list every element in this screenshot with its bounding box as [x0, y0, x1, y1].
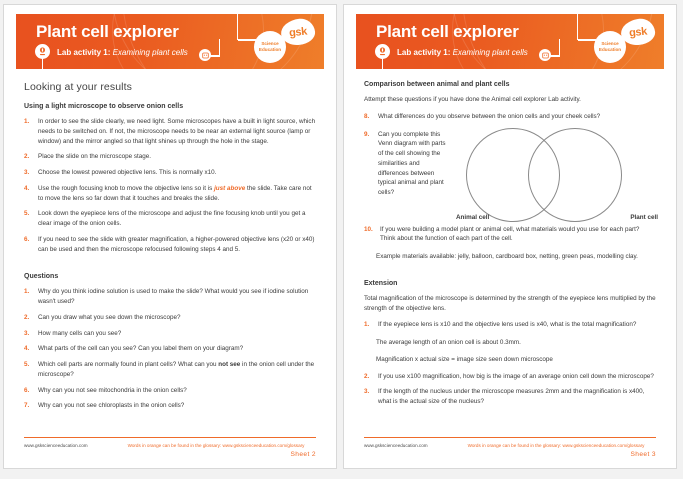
footer-website-link[interactable]: www.gskscienceeducation.com [24, 443, 88, 448]
extension-questions-list [364, 320, 656, 330]
list-item [24, 360, 316, 380]
list-item [364, 387, 656, 407]
venn-label-animal-cell: Animal cell [456, 213, 490, 221]
list-item [24, 386, 316, 396]
lab-activity-subtitle [57, 49, 188, 57]
list-number: 5. [24, 361, 30, 368]
list-text: Why do you think iodine solution is used to make the slide? What would you see if iodine solution wasn't used? [38, 288, 309, 305]
list-item [364, 112, 656, 122]
list-item [24, 184, 316, 204]
right-page-content [344, 81, 676, 407]
list-number: 6. [24, 235, 30, 243]
lab-activity-title: Examining plant cells [112, 48, 188, 57]
list-item [24, 287, 316, 307]
questions-list [24, 287, 316, 411]
network-line-decor [238, 39, 256, 41]
extension-intro-text: Total magnification of the microscope is determined by the strength of the eyepiece lens multiplied by the strength of the objective lens. [364, 294, 656, 312]
list-number: 2. [24, 313, 30, 321]
emphasis-text: not see [218, 361, 241, 368]
list-text: Use the rough focusing knob to move the objective lens so it is [38, 184, 215, 192]
list-item [364, 320, 656, 330]
microscope-steps-list [24, 117, 316, 254]
section-heading-results: Looking at your results [24, 81, 132, 93]
footer-website-link[interactable]: www.gskscienceeducation.com [364, 443, 428, 448]
science-education-badge: Science Education [594, 31, 626, 63]
venn-diagram-block [364, 130, 656, 223]
list-text: If you need to see the slide with greater magnification, a higher-powered objective lens (x20 or x40) can be used and then the microscope refocused following steps 4 and 5. [38, 235, 315, 253]
footer-glossary-note[interactable]: Words in orange can be found in the glossary: www.gskscienceeducation.com/glossary [467, 443, 645, 448]
list-text: If the eyepiece lens is x10 and the objective lens used is x40, what is the total magnification? [378, 321, 637, 329]
list-item [24, 313, 316, 323]
comparison-questions-list [364, 112, 656, 122]
list-item [24, 344, 316, 354]
list-item [364, 225, 656, 245]
list-text: Look down the eyepiece lens of the microscope and adjust the fine focusing knob until you get a clear image of the onion cells. [38, 210, 306, 227]
venn-label-plant-cell: Plant cell [630, 213, 658, 221]
list-text: Can you complete this Venn diagram with parts of the cell showing the similarities and differences between typical animal and plant cells? [378, 130, 446, 196]
venn-diagram [450, 128, 660, 223]
list-text: Place the slide on the microscope stage. [38, 153, 152, 161]
beaker-icon [539, 49, 551, 61]
list-number: 1. [24, 118, 30, 125]
footer-divider [364, 437, 656, 438]
venn-question-text [364, 130, 450, 198]
list-text: Why can you not see mitochondria in the onion cells? [38, 386, 187, 394]
page-footer [364, 437, 656, 458]
gsk-logo [621, 19, 655, 45]
network-line-decor [219, 39, 221, 56]
subsection-heading-microscope: Using a light microscope to observe onion cells [24, 103, 184, 110]
list-text-cont: the slide. Take care not to move the lens so far down that it touches and breaks the slide. [38, 184, 312, 202]
list-text-cont: in the onion cell under the microscope? [38, 361, 315, 378]
list-item [24, 329, 316, 339]
gsk-logo-text: gsk [288, 25, 308, 40]
network-line-decor [578, 39, 596, 41]
list-number: 8. [364, 112, 370, 120]
sheet-number: Sheet 2 [290, 451, 316, 458]
beaker-icon [199, 49, 211, 61]
list-item [24, 117, 316, 146]
page-title: Plant cell explorer [376, 22, 519, 41]
lab-activity-subtitle [397, 49, 528, 57]
list-item [24, 401, 316, 411]
left-page-content [4, 81, 336, 411]
list-number: 2. [364, 372, 370, 380]
list-number: 7. [24, 402, 30, 410]
extension-questions-list-cont [364, 372, 656, 407]
page-header-banner [356, 14, 664, 69]
extension-heading: Extension [364, 279, 398, 287]
page-sheet-3 [343, 4, 677, 469]
list-number: 4. [24, 345, 30, 353]
list-number: 2. [24, 153, 30, 161]
questions-heading: Questions [24, 273, 59, 281]
page-title: Plant cell explorer [36, 22, 179, 41]
sheet-number: Sheet 3 [630, 451, 656, 458]
network-line-decor [559, 39, 561, 56]
microscope-icon [35, 44, 50, 59]
lab-activity-label: Lab activity 1: [397, 48, 451, 57]
venn-circle-plant [528, 128, 622, 222]
list-number: 5. [24, 210, 30, 218]
list-item [24, 168, 316, 178]
page-footer [24, 437, 316, 458]
list-number: 10. [364, 225, 373, 233]
list-number: 4. [24, 184, 30, 192]
list-text: What parts of the cell can you see? Can you label them on your diagram? [38, 345, 244, 353]
subsection-heading-comparison: Comparison between animal and plant cells [364, 81, 510, 88]
onion-cell-fact: The average length of an onion cell is about 0.3mm. [376, 339, 521, 346]
list-text: If the length of the nucleus under the microscope measures 2mm and the magnification is x400, what is the actual size of the nucleus? [378, 388, 645, 405]
list-item [24, 209, 316, 229]
list-number: 6. [24, 386, 30, 394]
lab-activity-title: Examining plant cells [452, 48, 528, 57]
list-text: If you were building a model plant or animal cell, what materials would you use for each part? Think about the function of each part of the cell. [380, 225, 640, 243]
list-text: Choose the lowest powered objective lens. This is normally x10. [38, 169, 217, 176]
model-cell-question-list [364, 225, 656, 245]
science-education-badge: Science Education [254, 31, 286, 63]
list-number: 3. [24, 169, 30, 176]
gsk-logo-text: gsk [628, 25, 648, 40]
list-number: 3. [24, 329, 30, 337]
example-materials-text: Example materials available: jelly, balloon, cardboard box, netting, green peas, modelling clay. [376, 253, 638, 260]
list-text: In order to see the slide clearly, we need light. Some microscopes have a built in light source, which needs to be switched on. If not, the microscope needs to be near an external light source (lamp or window) and the mirror angled so that light shines up through the hole in the stage. [38, 118, 316, 145]
network-line-decor [237, 14, 239, 40]
page-header-banner [16, 14, 324, 69]
list-number: 1. [24, 288, 30, 296]
list-text: What differences do you observe between the onion cells and your cheek cells? [378, 112, 601, 120]
list-item [24, 235, 316, 255]
footer-glossary-note[interactable]: Words in orange can be found in the glossary: www.gskscienceeducation.com/glossary [127, 443, 305, 448]
network-line-decor [577, 14, 579, 40]
lab-activity-label: Lab activity 1: [57, 48, 111, 57]
microscope-icon [375, 44, 390, 59]
comparison-intro-text: Attempt these questions if you have done the Animal cell explorer Lab activity. [364, 96, 581, 103]
list-text: How many cells can you see? [38, 329, 122, 337]
list-number: 1. [364, 321, 370, 329]
list-text: Why can you not see chloroplasts in the onion cells? [38, 402, 185, 410]
list-text: If you use x100 magnification, how big is the image of an average onion cell down the microscope? [378, 372, 654, 380]
list-number: 9. [364, 130, 370, 138]
badge-stem-decor [42, 58, 43, 69]
page-sheet-2 [3, 4, 337, 469]
badge-stem-decor [382, 58, 383, 69]
list-number: 3. [364, 388, 370, 396]
list-item [24, 152, 316, 162]
gsk-logo [281, 19, 315, 45]
list-item [364, 372, 656, 382]
list-text: Can you draw what you see down the microscope? [38, 313, 181, 321]
magnification-formula: Magnification x actual size = image size seen down microscope [376, 355, 553, 363]
list-text: Which cell parts are normally found in plant cells? What can you [38, 361, 219, 368]
glossary-term: just above [214, 184, 246, 192]
footer-divider [24, 437, 316, 438]
